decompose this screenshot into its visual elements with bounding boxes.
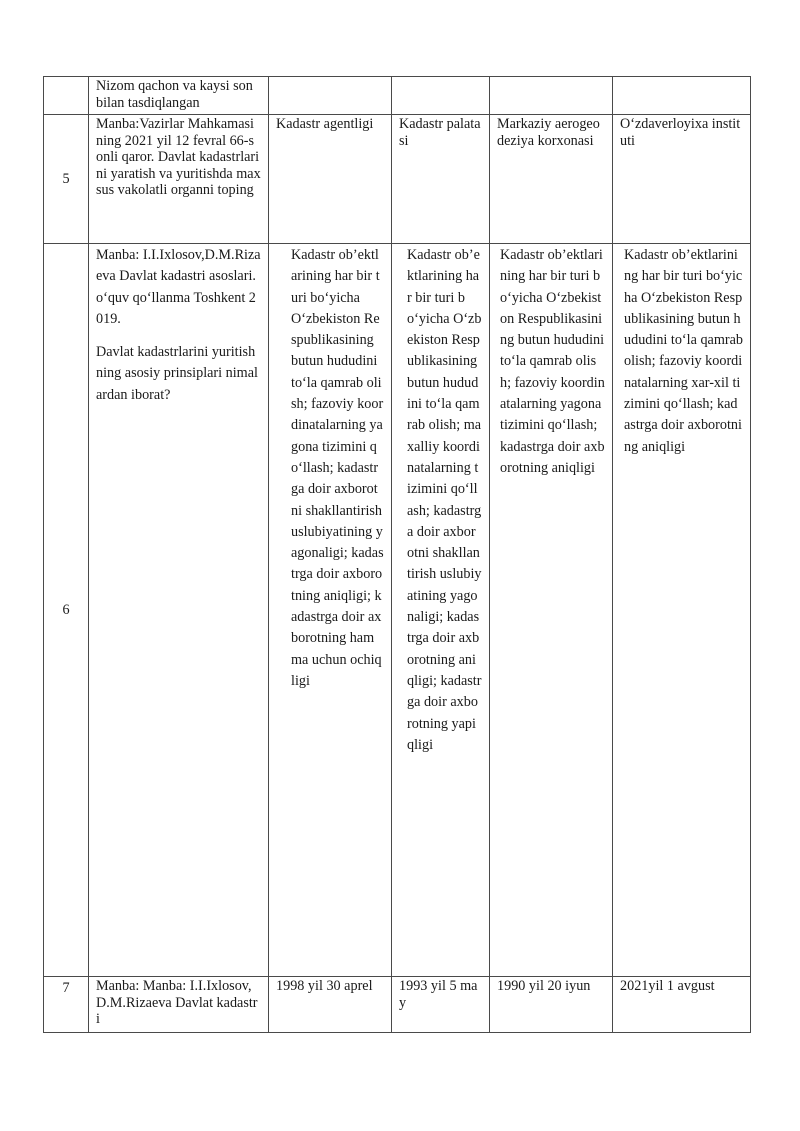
table-row [44, 977, 751, 1033]
row-number: 5 [44, 115, 89, 244]
answer-d-cell: 2021yil 1 avgust [613, 977, 751, 1033]
answer-d-cell: Kadastr ob’ektlarining har bir turi bo‘yicha O‘zbekiston Respublikasining butun hududini to‘la qamrab olish; fazoviy koordinatalarning xar-xil tizimini qo‘llash; kadastrga doir axborotning aniqligi [613, 244, 751, 977]
question-cell: Nizom qachon va kaysi son bilan tasdiqlangan [89, 77, 269, 115]
answer-d-cell [613, 77, 751, 115]
question-source: Manba: I.I.Ixlosov,D.M.Rizaeva Davlat kadastri asoslari.o‘quv qo‘llanma Toshkent 2019. [96, 247, 261, 327]
table-row [44, 244, 751, 977]
answer-a-cell: 1998 yil 30 aprel [269, 977, 392, 1033]
answer-c-cell [490, 77, 613, 115]
row-number: 6 [44, 244, 89, 977]
row-number [44, 77, 89, 115]
answer-a-cell [269, 77, 392, 115]
answer-b-cell: Kadastr palatasi [392, 115, 490, 244]
question-table [43, 76, 751, 1033]
answer-b-cell: Kadastr ob’ektlarining har bir turi bo‘yicha O‘zbekiston Respublikasining butun hududini to‘la qamrab olish; maxalliy koordinatalarning tizimini qo‘llash; kadastrga doir axborotni shakllantirish uslubiyatining yagonaligi; kadastrga doir axborotning aniqligi; kadastrga doir axborotning yapiqligi [392, 244, 490, 977]
answer-b-cell [392, 77, 490, 115]
answer-b-cell: 1993 yil 5 may [392, 977, 490, 1033]
table-row [44, 77, 751, 115]
answer-d-cell: O‘zdaverloyixa instituti [613, 115, 751, 244]
answer-c-cell: Kadastr ob’ektlarining har bir turi bo‘yicha O‘zbekiston Respublikasining butun hududini to‘la qamrab olish; fazoviy koordinatalarning yagona tizimini qo‘llash; kadastrga doir axborotning aniqligi [490, 244, 613, 977]
answer-c-cell: 1990 yil 20 iyun [490, 977, 613, 1033]
question-cell [89, 244, 269, 977]
answer-c-cell: Markaziy aerogeodeziya korxonasi [490, 115, 613, 244]
answer-a-cell: Kadastr agentligi [269, 115, 392, 244]
question-cell: Manba:Vazirlar Mahkamasining 2021 yil 12 fevral 66-sonli qaror. Davlat kadastrlarini yaratish va yuritishda maxsus vakolatli organni toping [89, 115, 269, 244]
answer-a-cell: Kadastr ob’ektlarining har bir turi bo‘yicha O‘zbekiston Respublikasining butun hududini to‘la qamrab olish; fazoviy koordinatalarning yagona tizimini qo‘llash; kadastrga doir axborotni shakllantirish uslubiyatining yagonaligi; kadastrga doir axborotning aniqligi; kadastrga doir axborotning hamma uchun ochiqligi [269, 244, 392, 977]
row-number: 7 [44, 977, 89, 1033]
question-cell: Manba: Manba: I.I.Ixlosov,D.M.Rizaeva Davlat kadastri [89, 977, 269, 1033]
question-text: Davlat kadastrlarini yuritishning asosiy prinsiplari nimalardan iborat? [96, 344, 258, 403]
table-row [44, 115, 751, 244]
